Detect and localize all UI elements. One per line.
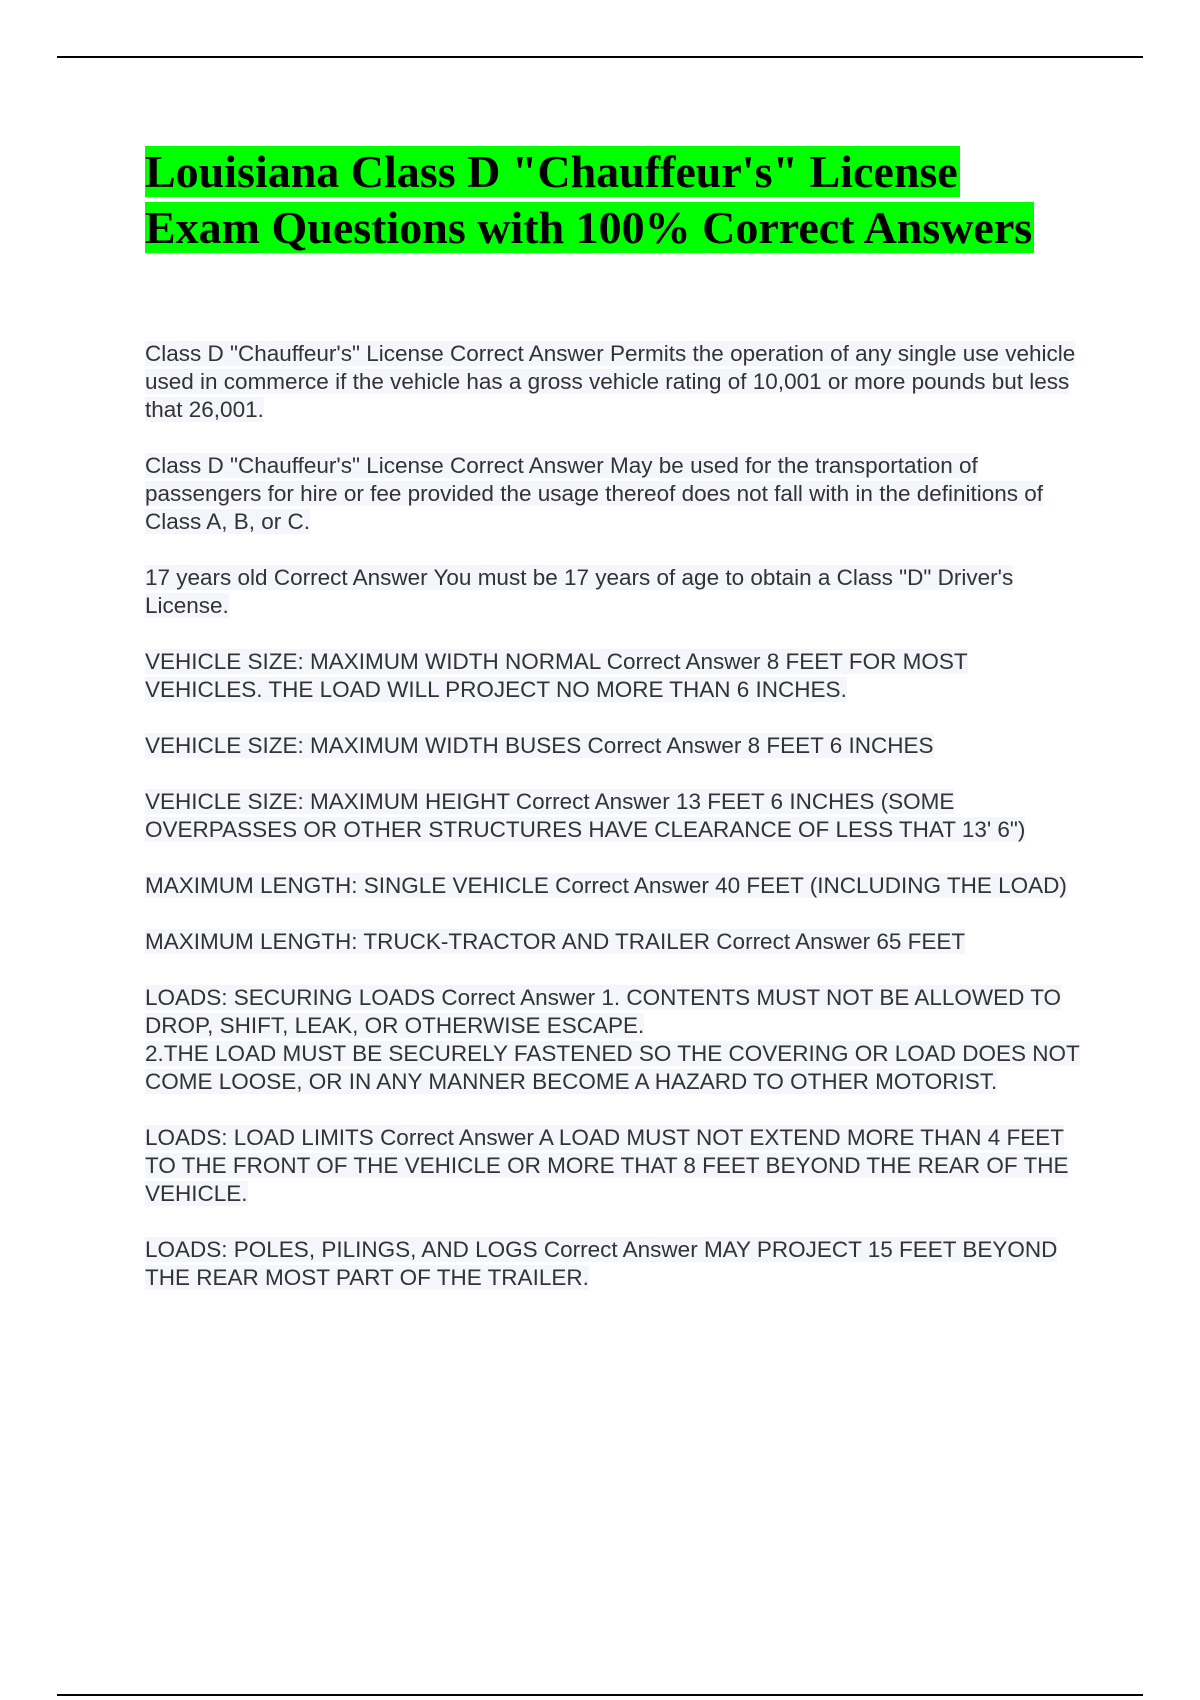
top-rule xyxy=(57,56,1143,58)
qa-item: VEHICLE SIZE: MAXIMUM WIDTH NORMAL Correct Answer 8 FEET FOR MOST VEHICLES. THE LOAD WILL PROJECT NO MORE THAN 6 INCHES. xyxy=(145,649,968,702)
bottom-rule xyxy=(57,1694,1143,1696)
qa-item: LOADS: POLES, PILINGS, AND LOGS Correct Answer MAY PROJECT 15 FEET BEYOND THE REAR MOST PART OF THE TRAILER. xyxy=(145,1237,1058,1290)
title-line-2: Exam Questions with 100% Correct Answers xyxy=(145,202,1033,253)
qa-item: 17 years old Correct Answer You must be 17 years of age to obtain a Class "D" Driver's License. xyxy=(145,565,1014,618)
qa-item: Class D "Chauffeur's" License Correct Answer Permits the operation of any single use vehicle used in commerce if the vehicle has a gross vehicle rating of 10,001 or more pounds but less that 26,001. xyxy=(145,341,1076,422)
qa-item: VEHICLE SIZE: MAXIMUM HEIGHT Correct Answer 13 FEET 6 INCHES (SOME OVERPASSES OR OTHER STRUCTURES HAVE CLEARANCE OF LESS THAT 13' 6") xyxy=(145,789,1026,842)
qa-item: LOADS: LOAD LIMITS Correct Answer A LOAD MUST NOT EXTEND MORE THAN 4 FEET TO THE FRONT OF THE VEHICLE OR MORE THAT 8 FEET BEYOND THE REAR OF THE VEHICLE. xyxy=(145,1125,1069,1206)
qa-item: LOADS: SECURING LOADS Correct Answer 1. CONTENTS MUST NOT BE ALLOWED TO DROP, SHIFT, LEAK, OR OTHERWISE ESCAPE. 2.THE LOAD MUST BE SECURELY FASTENED SO THE COVERING OR LOAD DOES NOT COME LOOSE, OR IN ANY MANNER BECOME A HAZARD TO OTHER MOTORIST. xyxy=(145,985,1080,1094)
qa-item: MAXIMUM LENGTH: SINGLE VEHICLE Correct Answer 40 FEET (INCLUDING THE LOAD) xyxy=(145,873,1067,898)
qa-item: VEHICLE SIZE: MAXIMUM WIDTH BUSES Correct Answer 8 FEET 6 INCHES xyxy=(145,733,934,758)
qa-list xyxy=(145,340,1090,1320)
qa-item: Class D "Chauffeur's" License Correct Answer May be used for the transportation of passengers for hire or fee provided the usage thereof does not fall with in the definitions of Class A, B, or C. xyxy=(145,453,1044,534)
title-line-1: Louisiana Class D "Chauffeur's" License xyxy=(145,146,958,197)
document-title xyxy=(145,144,1145,256)
qa-item: MAXIMUM LENGTH: TRUCK-TRACTOR AND TRAILER Correct Answer 65 FEET xyxy=(145,929,966,954)
